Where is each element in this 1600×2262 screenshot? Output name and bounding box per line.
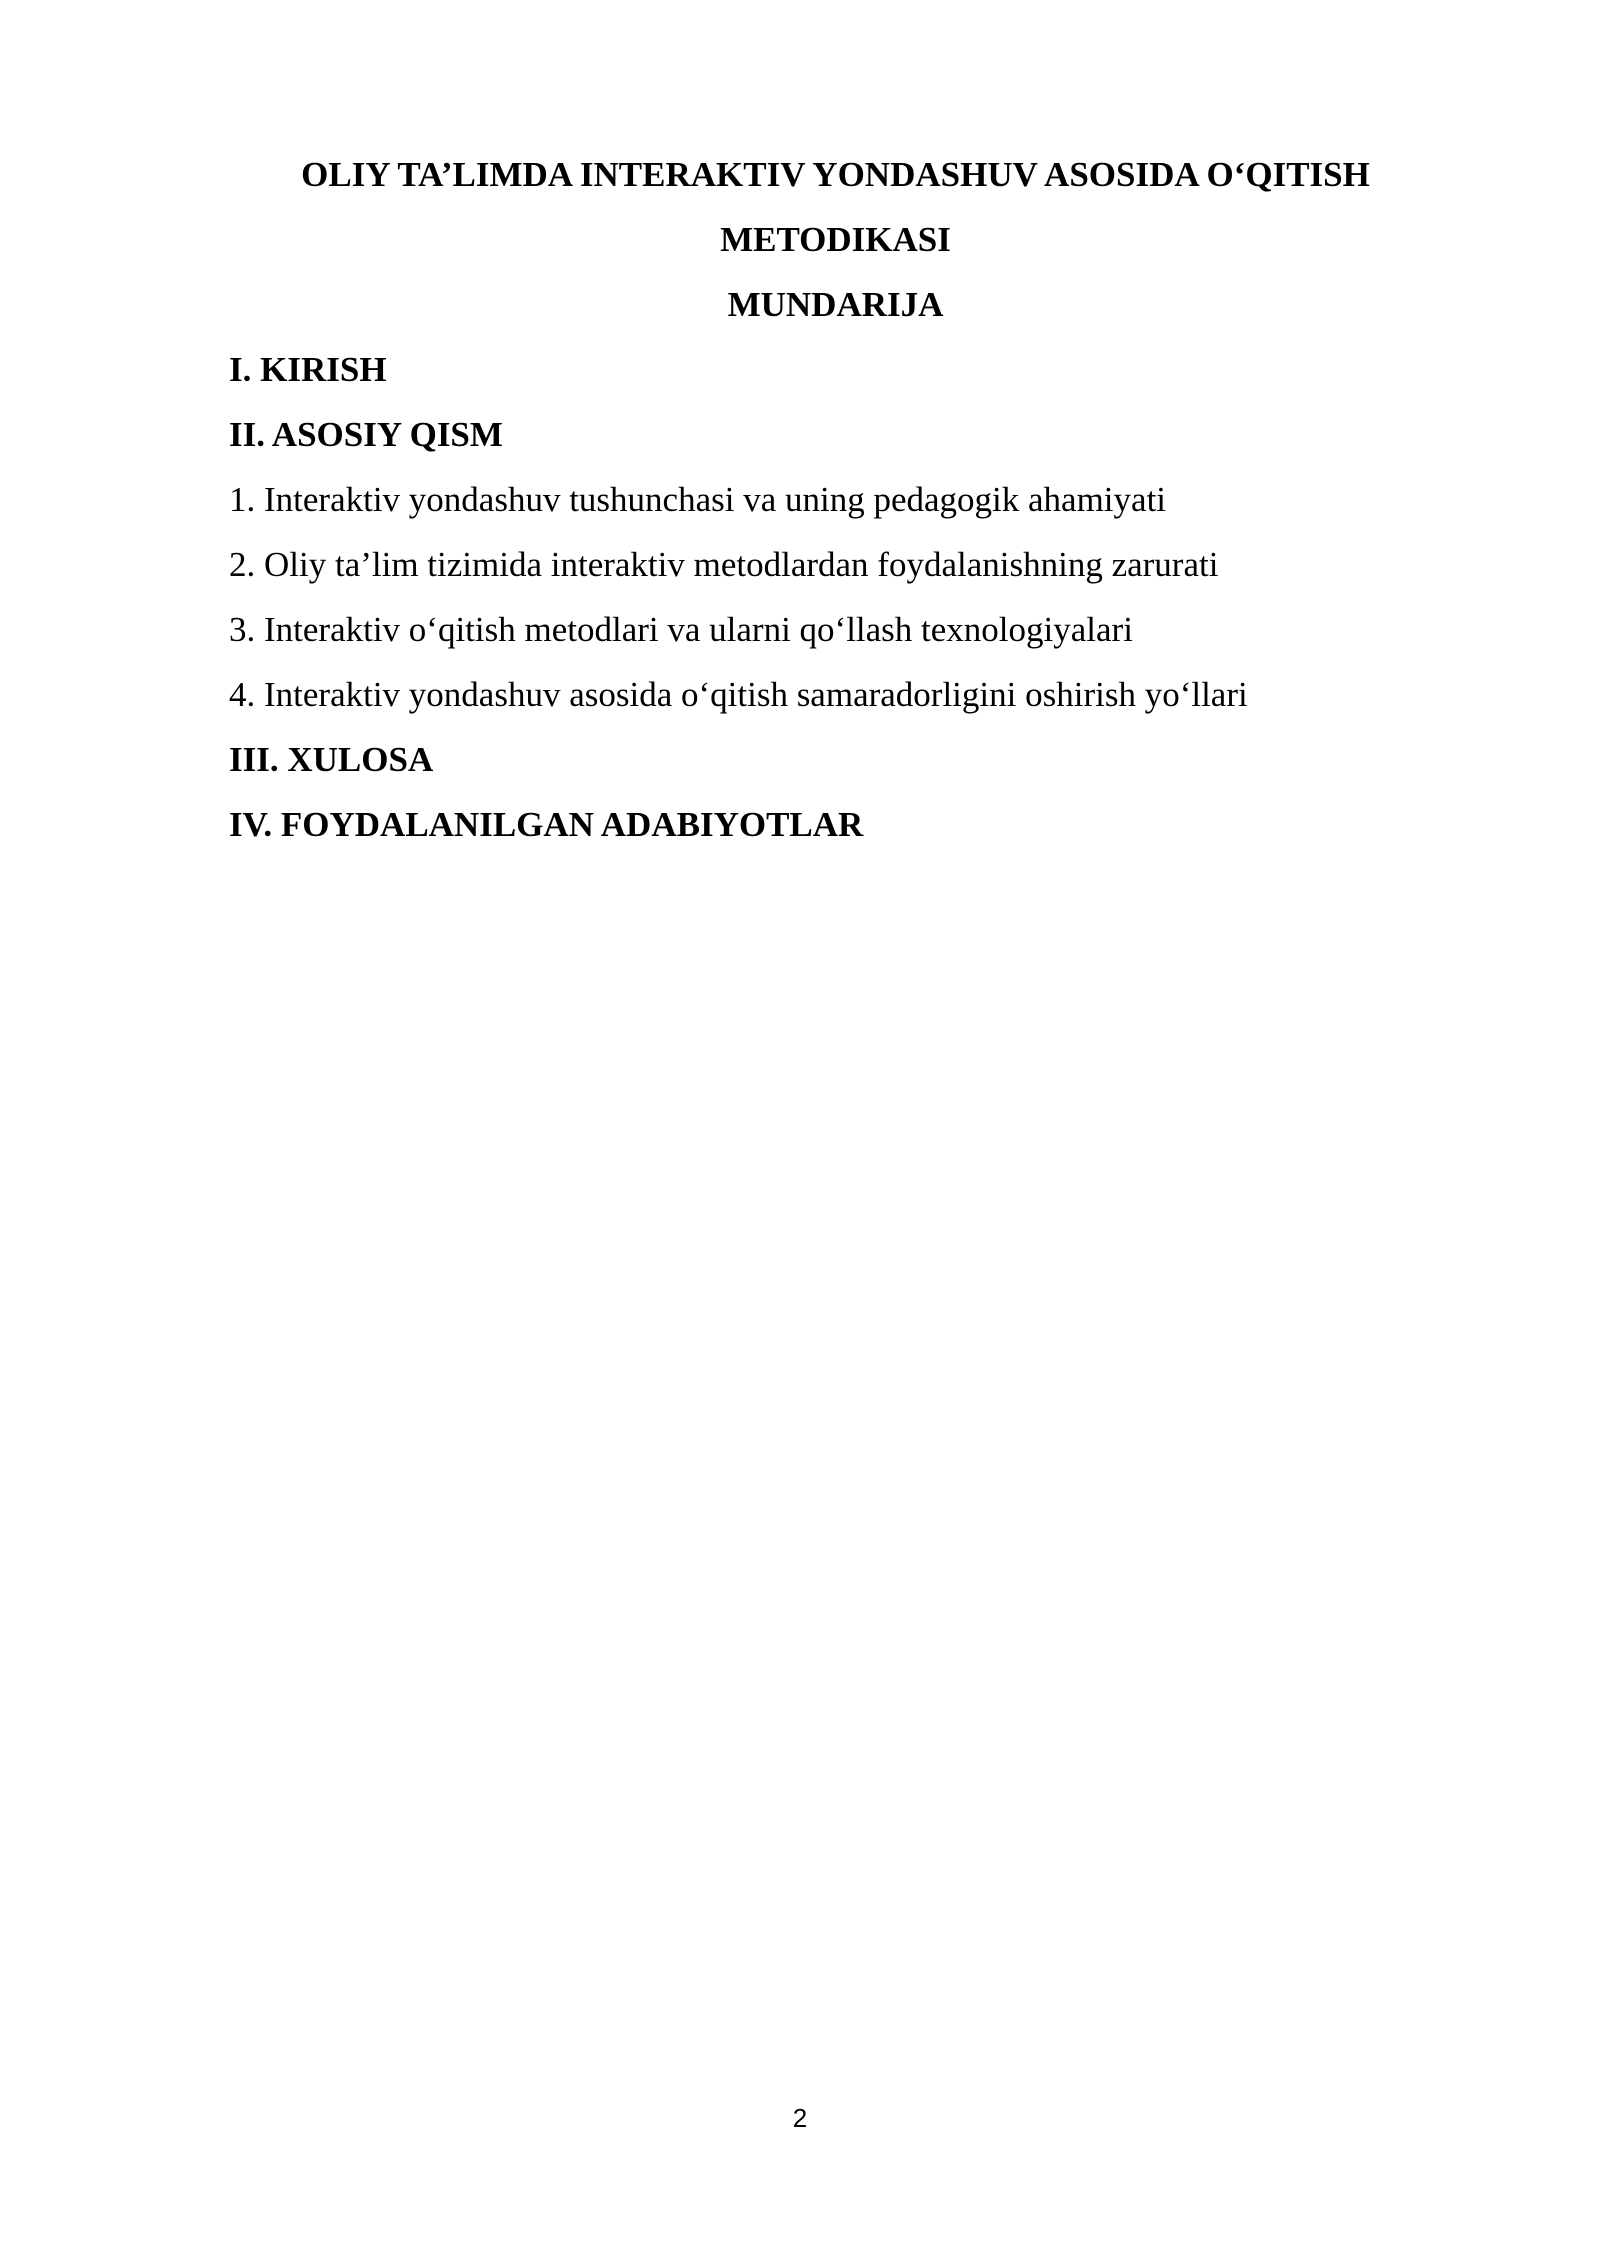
toc-entry-introduction: I. KIRISH <box>229 350 387 389</box>
toc-heading: MUNDARIJA <box>727 285 944 324</box>
document-title-line-1: OLIY TA’LIMDA INTERAKTIV YONDASHUV ASOSIDA O‘QITISH <box>301 155 1370 194</box>
toc-entry-section-1: 1. Interaktiv yondashuv tushunchasi va uning pedagogik ahamiyati <box>229 480 1167 519</box>
toc-entry-conclusion: III. XULOSA <box>229 740 434 779</box>
table-of-contents <box>229 337 1442 857</box>
document-title-line-2: METODIKASI <box>720 220 951 259</box>
toc-entry-section-2: 2. Oliy ta’lim tizimida interaktiv metodlardan foydalanishning zarurati <box>229 545 1219 584</box>
page-number: 2 <box>792 2103 808 2133</box>
toc-entry-references: IV. FOYDALANILGAN ADABIYOTLAR <box>229 805 864 844</box>
toc-entry-section-3: 3. Interaktiv o‘qitish metodlari va ularni qo‘llash texnologiyalari <box>229 610 1133 649</box>
title-block <box>229 142 1442 337</box>
toc-entry-main-part: II. ASOSIY QISM <box>229 415 503 454</box>
toc-entry-section-4: 4. Interaktiv yondashuv asosida o‘qitish samaradorligini oshirish yo‘llari <box>229 675 1248 714</box>
